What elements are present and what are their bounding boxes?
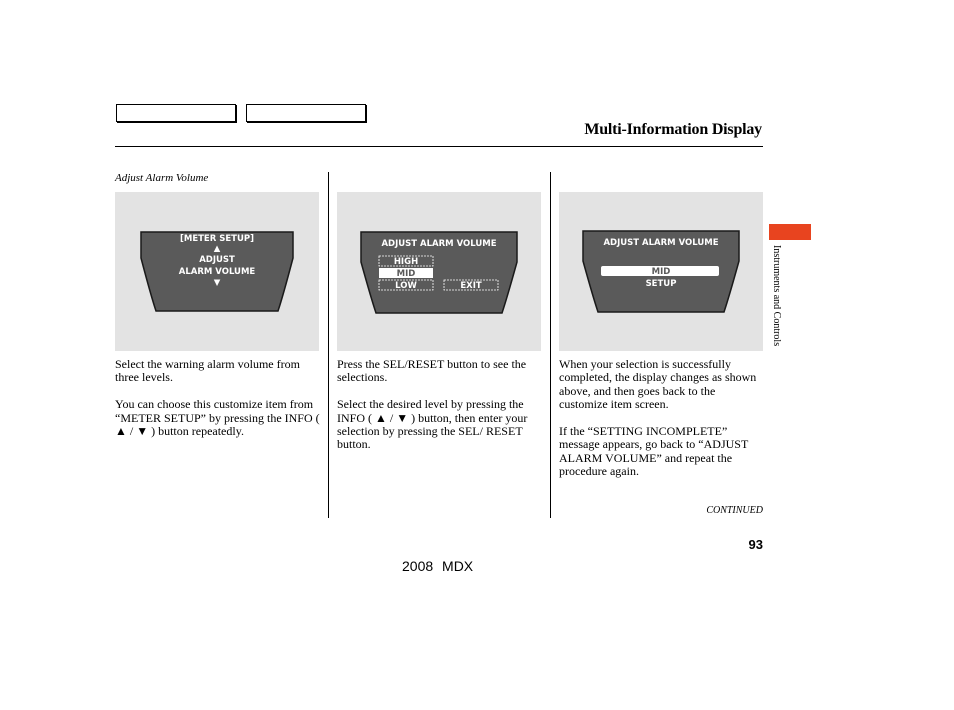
paragraph: Press the SEL/RESET button to see the selections. [337,357,527,385]
lcd-line: ADJUST [199,255,235,265]
paragraph: When your selection is successfully completed, the display changes as shown above, and then goes back to the customize item screen. [559,357,757,412]
lcd-heading: ADJUST ALARM VOLUME [603,238,719,248]
option-exit: EXIT [460,281,482,291]
page-number: 93 [748,537,763,552]
paragraph: If the “SETTING INCOMPLETE” message appears, go back to “ADJUST ALARM VOLUME” and repeat the procedure again. [559,424,749,479]
display-figure-2 [337,192,541,351]
column-divider-2 [550,172,551,518]
paragraph: Select the warning alarm volume from three levels. [115,357,300,385]
section-side-label: Instruments and Controls [771,245,782,347]
nav-button-2[interactable] [246,104,366,122]
lcd-heading: ADJUST ALARM VOLUME [381,239,497,249]
paragraph: You can choose this customize item from “METER SETUP” by pressing the INFO ( ▲ / ▼ ) button repeatedly. [115,397,320,439]
column-1-text [115,358,325,452]
column-divider-1 [328,172,329,518]
column-2-text [337,358,542,465]
title-divider [115,146,763,147]
arrow-up-icon: ▲ [213,244,221,254]
display-figure-3 [559,192,763,351]
option-mid-selected: MID [396,269,416,279]
nav-button-1[interactable] [116,104,236,122]
lcd-line: ALARM VOLUME [178,267,256,277]
option-high: HIGH [393,257,419,267]
option-low: LOW [395,281,417,291]
section-subheading: Adjust Alarm Volume [115,172,209,184]
column-3-text [559,358,764,492]
page-title: Multi-Information Display [584,121,762,138]
section-tab-marker [769,224,811,240]
lcd-highlight: MID [651,267,671,277]
paragraph: Select the desired level by pressing the INFO ( ▲ / ▼ ) button, then enter your selection by pressing the SEL/ RESET button. [337,397,528,452]
lcd-line: SETUP [645,279,677,289]
continued-label: CONTINUED [706,505,763,516]
lcd-line: [METER SETUP] [179,234,255,244]
display-figure-1 [115,192,319,351]
footer-model: 2008 MDX [402,558,474,574]
arrow-down-icon: ▼ [213,278,221,288]
